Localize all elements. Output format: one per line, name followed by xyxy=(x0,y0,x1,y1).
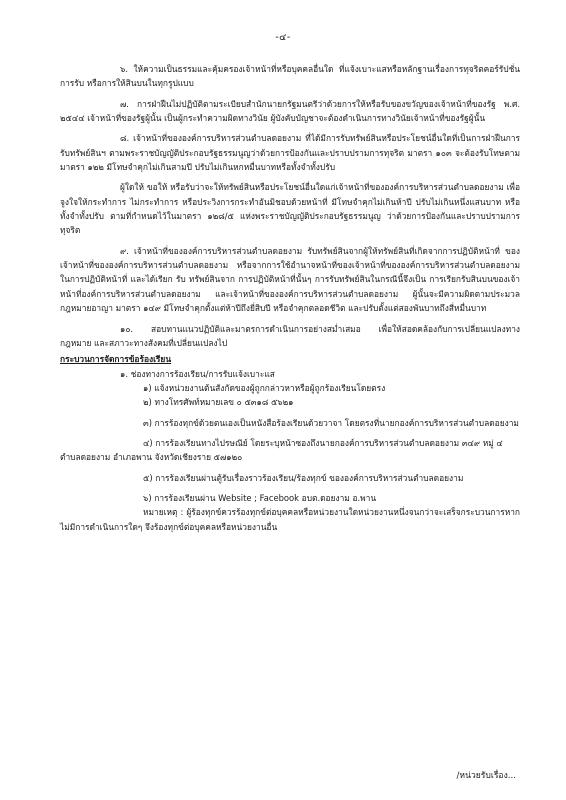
paragraph-6: ๖. ให้ความเป็นธรรมและคุ้มครองเจ้าหน้าที่หรือบุคคลอื่นใด ที่แจ้งเบาะแสหรือหลักฐานเรื่องการทุจริตคอร์รัปชั่น การรับ หรือการให้สินบนในทุกรูปแบบ xyxy=(60,64,520,89)
channel-item: ๕) การร้องเรียนผ่านตู้รับเรื่องราวร้องเรียน/ร้องทุกข์ ขององค์การบริหารส่วนตำบลดอยงาม xyxy=(143,472,464,483)
paragraph-7: ๗. การฝ่าฝืนไม่ปฏิบัติตามระเบียบสำนักนายกรัฐมนตรีว่าด้วยการให้หรือรับของขวัญของเจ้าหน้าที่ของรัฐ พ.ศ. ๒๕๔๔ เจ้าหน้าที่ของรัฐผู้นั้น เป็นผู้กระทำความผิดทางวินัย ผู้บังคับบัญชาจะต้องดำเนินการทางวินัยเจ้าหน้าที่ของรัฐผู้นั้น xyxy=(60,98,520,124)
channel-item: ๓) การร้องทุกข์ด้วยตนเองเป็นหนังสือร้องเรียนด้วยวาจา โดยตรงที่นายกองค์การบริหารส่วนตำบลดอยงาม xyxy=(143,417,519,428)
document-body xyxy=(60,62,520,534)
channel-item: ๖) การร้องเรียนผ่าน Website ; Facebook อบต.ดอยงาม อ.พาน xyxy=(143,492,377,503)
channels-title: ๑. ช่องทางการร้องเรียน/การรับแจ้งเบาะแส xyxy=(120,368,275,379)
note: หมายเหตุ : ผู้ร้องทุกข์ควรร้องทุกข์ต่อบุคคลหรือหน่วยงานใดหน่วยงานหนึ่งจนกว่าจะเสร็จกระบวนการหากไม่มีการดำเนินการใดๆ จึงร้องทุกข์ต่อบุคคลหรือหน่วยงานอื่น xyxy=(60,507,520,532)
section-heading: กระบวนการจัดการข้อร้องเรียน xyxy=(60,354,172,365)
channel-item: ๒) ทางโทรศัพท์หมายเลข ๐ ๕๓๑๘ ๕๖๒๑ xyxy=(143,397,294,408)
continuation-footer: /หน่วยรับเรื่อง... xyxy=(456,771,516,781)
paragraph-8: ๘. เจ้าหน้าที่ขององค์การบริหารส่วนตำบลดอยงาม ที่ได้มีการรับทรัพย์สินหรือประโยชน์อื่นใดที่เป็นการฝ่าฝืนการรับทรัพย์สินฯ ตามพระราชบัญญัติประกอบรัฐธรรมนูญว่าด้วยการป้องกันและปราบปรามการทุจริต มาตรา ๑๐๓ จะต้องรับโทษตามมาตรา ๑๒๒ มีโทษจำคุกไม่เกินสามปี ปรับไม่เกินหกหมื่นบาทหรือทั้งจำทั้งปรับ xyxy=(60,133,520,173)
paragraph-10: ๑๐. สอบทานแนวปฏิบัติและมาตรการดำเนินการอย่างสม่ำเสมอ เพื่อให้สอดคล้องกับการเปลี่ยนแปลงทางกฎหมาย และสภาวะทางสังคมที่เปลี่ยนแปลงไป xyxy=(60,323,520,348)
page-number: -๔- xyxy=(275,32,291,43)
paragraph-9: ๙. เจ้าหน้าที่ขององค์การบริหารส่วนตำบลดอยงาม รับทรัพย์สินจากผู้ให้ทรัพย์สินที่เกิดจากการปฏิบัติหน้าที่ ของเจ้าหน้าที่ขององค์การบริหารส่วนตำบลดอยงาม หรือจากการใช้อำนาจหน้าที่ของเจ้าหน้าที่ขององค์การบริหารส่วนตำบลดอยงาม ในการปฏิบัติหน้าที่ และได้เรียก รับ ทรัพย์สินจาก การปฏิบัติหน้าที่นั้นๆ การรับทรัพย์สินในกรณีนี้จึงเป็น การเรียกรับสินบนของเจ้าหน้าที่องค์การบริหารส่วนตำบลดอยงาม และเจ้าหน้าที่ขององค์การบริหารส่วนตำบลดอยงาม ผู้นั้นจะมีความผิดตามประมวลกฎหมายอาญา มาตรา ๑๔๙ มีโทษจำคุกตั้งแต่ห้าปีถึงยี่สิบปี หรือจำคุกตลอดชีวิต และปรับตั้งแต่สองพันบาทถึงสี่หมื่นบาท xyxy=(60,245,520,314)
channel-item: ๔) การร้องเรียนทางไปรษณีย์ โดยระบุหน้าซองถึงนายกองค์การบริหารส่วนตำบลดอยงาม ๓๔๙ หมู่ ๔ ตำบลดอยงาม อำเภอพาน จังหวัดเชียงราย ๕๗๑๒๐ xyxy=(60,437,503,463)
paragraph-8-continued: ผู้ใดให้ ขอให้ หรือรับว่าจะให้ทรัพย์สินหรือประโยชน์อื่นใดแก่เจ้าหน้าที่ขององค์การบริหารส่วนตำบลดอยงาม เพื่อจูงใจให้กระทำการ ไม่กระทำการ หรือประวิงการกระทำอันมิชอบด้วยหน้าที่ มีโทษจำคุกไม่เกินห้าปี ปรับไม่เกินหนึ่งแสนบาท หรือทั้งจำทั้งปรับ ตามที่กำหนดไว้ในมาตรา ๑๒๘/๕ แห่งพระราชบัญญัติประกอบรัฐธรรมนูญ ว่าด้วยการป้องกันและปราบปรามการทุจริต xyxy=(60,182,520,236)
channel-item: ๑) แจ้งหน่วยงานต้นสังกัดของผู้ถูกกล่าวหาหรือผู้ถูกร้องเรียนโดยตรง xyxy=(143,382,386,393)
